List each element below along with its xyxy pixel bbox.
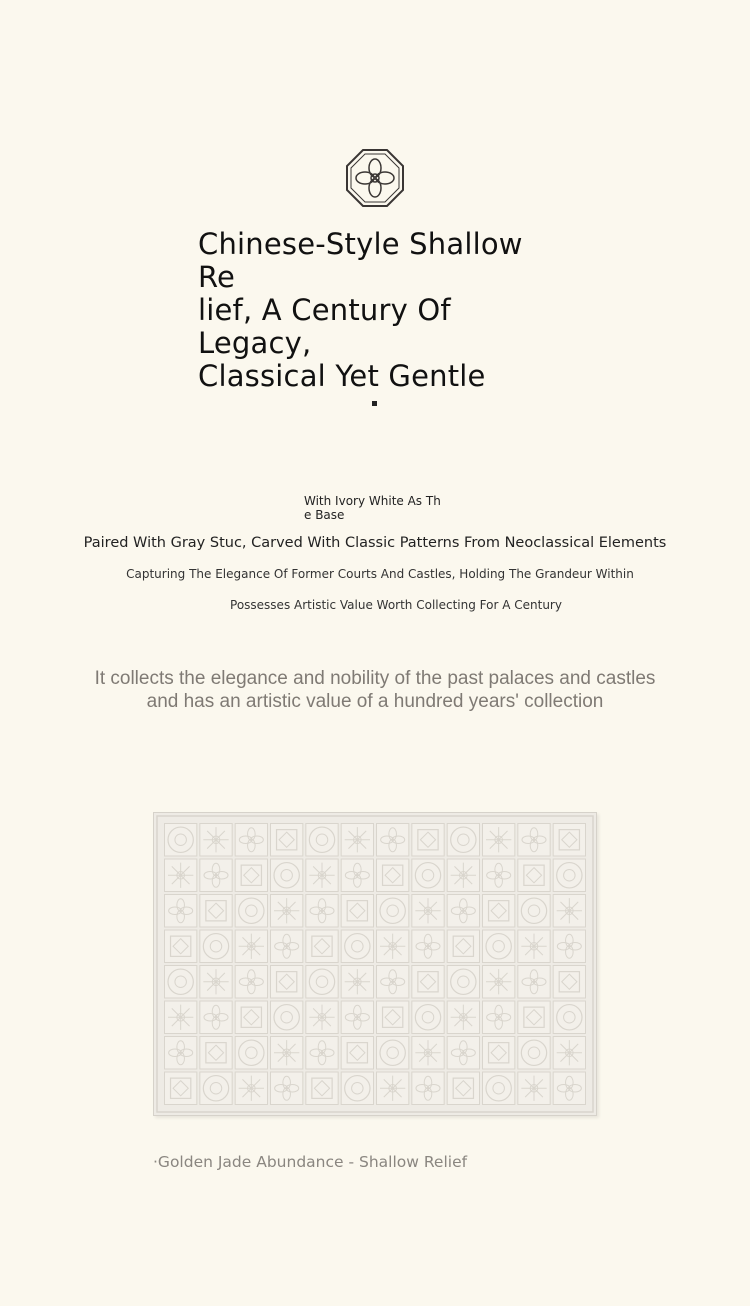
relief-tile: [412, 966, 444, 999]
relief-tile: [165, 824, 197, 857]
relief-tile: [235, 930, 267, 963]
feature-line-2: Paired With Gray Stuc, Carved With Classic Patterns From Neoclassical Elements: [83, 535, 667, 551]
relief-tile: [483, 859, 515, 892]
relief-tile: [518, 895, 550, 928]
relief-tile: [165, 930, 197, 963]
relief-tile: [200, 1072, 232, 1105]
relief-tile: [235, 1072, 267, 1105]
relief-tile: [483, 1072, 515, 1105]
page-title: Chinese-Style Shallow Re lief, A Century Of Legacy, Classical Yet Gentle: [198, 227, 523, 393]
relief-tile: [271, 1072, 303, 1105]
relief-tile: [306, 966, 338, 999]
relief-tile: [553, 1037, 585, 1070]
relief-tile: [377, 1001, 409, 1034]
relief-tile: [306, 1072, 338, 1105]
relief-tile: [235, 1037, 267, 1070]
relief-tile: [447, 1072, 479, 1105]
relief-tile: [200, 859, 232, 892]
relief-tile: [306, 895, 338, 928]
relief-tile: [377, 966, 409, 999]
relief-tile: [553, 895, 585, 928]
relief-tile: [483, 1001, 515, 1034]
relief-tile: [235, 859, 267, 892]
relief-tile: [200, 930, 232, 963]
octagon-flower-logo-icon: [345, 148, 405, 208]
relief-tile: [200, 824, 232, 857]
feature-line-4: Possesses Artistic Value Worth Collecting For A Century: [230, 598, 562, 612]
relief-tile: [553, 1072, 585, 1105]
relief-tile: [412, 1001, 444, 1034]
relief-tile: [271, 895, 303, 928]
relief-tile: [271, 966, 303, 999]
relief-tile: [553, 1001, 585, 1034]
relief-tile: [412, 895, 444, 928]
feature-line-3: Capturing The Elegance Of Former Courts And Castles, Holding The Grandeur Within: [126, 567, 634, 581]
relief-tile: [200, 895, 232, 928]
relief-tile: [165, 1001, 197, 1034]
relief-tile: [377, 1037, 409, 1070]
relief-tile: [518, 1001, 550, 1034]
relief-tile: [341, 859, 373, 892]
relief-tile: [165, 859, 197, 892]
relief-panel-image: [153, 812, 597, 1116]
relief-tile: [553, 930, 585, 963]
relief-tile: [483, 966, 515, 999]
relief-tile: [271, 1037, 303, 1070]
relief-tile: [341, 930, 373, 963]
relief-tile: [271, 930, 303, 963]
relief-tile: [412, 859, 444, 892]
product-caption: ·Golden Jade Abundance - Shallow Relief: [153, 1153, 468, 1171]
relief-tile: [377, 895, 409, 928]
relief-tile: [447, 824, 479, 857]
relief-tile: [518, 1072, 550, 1105]
relief-tile: [412, 1072, 444, 1105]
relief-tile: [341, 1037, 373, 1070]
relief-tile: [341, 966, 373, 999]
relief-tile: [412, 824, 444, 857]
relief-tile: [483, 895, 515, 928]
relief-tile: [447, 930, 479, 963]
relief-tile: [447, 966, 479, 999]
relief-tile: [483, 1037, 515, 1070]
collection-quote: It collects the elegance and nobility of the past palaces and castles and has an artistic value of a hundred years' collection: [94, 668, 656, 712]
relief-tile: [235, 1001, 267, 1034]
relief-tile: [377, 859, 409, 892]
relief-tile: [518, 930, 550, 963]
relief-tile: [377, 824, 409, 857]
relief-tile: [518, 966, 550, 999]
relief-tile: [306, 824, 338, 857]
relief-tile: [235, 966, 267, 999]
relief-tile: [483, 930, 515, 963]
relief-tile: [447, 1037, 479, 1070]
relief-tile: [447, 859, 479, 892]
relief-tile: [447, 895, 479, 928]
relief-tile: [200, 1001, 232, 1034]
relief-tile: [412, 930, 444, 963]
relief-tile: [553, 859, 585, 892]
relief-tile: [165, 1037, 197, 1070]
relief-tile: [271, 1001, 303, 1034]
relief-tile: [200, 1037, 232, 1070]
relief-tile: [200, 966, 232, 999]
relief-tile: [165, 966, 197, 999]
separator-dot: [372, 401, 377, 406]
relief-tile: [306, 1001, 338, 1034]
relief-tile: [235, 824, 267, 857]
relief-tile: [518, 824, 550, 857]
relief-tile: [518, 859, 550, 892]
relief-tile: [518, 1037, 550, 1070]
relief-tile: [306, 1037, 338, 1070]
relief-tile: [341, 1072, 373, 1105]
relief-tile: [553, 966, 585, 999]
relief-tile: [306, 859, 338, 892]
relief-tile: [306, 930, 338, 963]
relief-tile: [165, 1072, 197, 1105]
relief-tile: [483, 824, 515, 857]
relief-tile: [553, 824, 585, 857]
relief-tile: [377, 930, 409, 963]
relief-tile: [341, 895, 373, 928]
relief-tile: [271, 859, 303, 892]
relief-tile: [447, 1001, 479, 1034]
relief-tile: [341, 824, 373, 857]
relief-tile: [377, 1072, 409, 1105]
relief-tile: [271, 824, 303, 857]
feature-line-1: With Ivory White As Th e Base: [304, 494, 441, 522]
relief-tile: [235, 895, 267, 928]
relief-tile: [341, 1001, 373, 1034]
relief-tile: [165, 895, 197, 928]
relief-tile: [412, 1037, 444, 1070]
